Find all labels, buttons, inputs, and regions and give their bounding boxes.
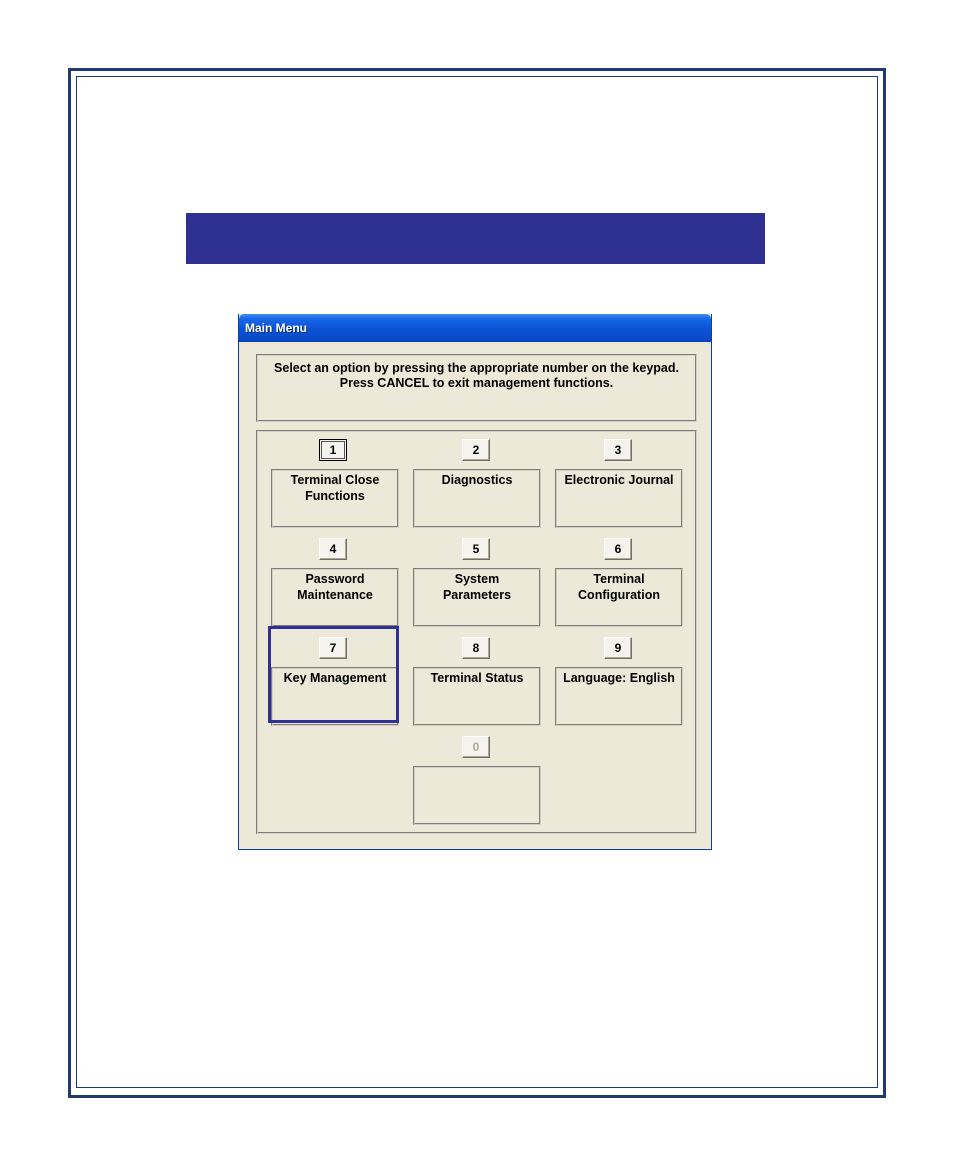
option-terminal-configuration[interactable] xyxy=(555,568,683,627)
option-label-line: Language: English xyxy=(563,671,675,685)
option-label-line: Terminal Status xyxy=(430,671,524,685)
option-label-line: Terminal Close xyxy=(290,473,380,487)
key-4-button[interactable]: 4 xyxy=(319,538,347,560)
key-9-button[interactable]: 9 xyxy=(604,637,632,659)
option-language[interactable] xyxy=(555,667,683,726)
option-system-parameters[interactable] xyxy=(413,568,541,627)
main-menu-dialog xyxy=(238,314,712,850)
option-label-line: Configuration xyxy=(578,588,660,602)
option-terminal-close-functions[interactable] xyxy=(271,469,399,528)
option-label-line: Electronic Journal xyxy=(564,473,674,487)
option-label-line: Maintenance xyxy=(297,588,373,602)
option-label-line: Terminal xyxy=(593,572,645,586)
dialog-titlebar[interactable] xyxy=(239,314,711,342)
option-electronic-journal[interactable] xyxy=(555,469,683,528)
instructions-box xyxy=(256,354,697,422)
option-diagnostics[interactable] xyxy=(413,469,541,528)
key-management-highlight xyxy=(268,626,399,723)
instruction-line-2: Press CANCEL to exit management functions. xyxy=(339,376,614,390)
key-8-button[interactable]: 8 xyxy=(462,637,490,659)
option-label-line: Key Management xyxy=(283,671,387,685)
key-0-button[interactable]: 0 xyxy=(462,736,490,758)
option-password-maintenance[interactable] xyxy=(271,568,399,627)
option-terminal-status[interactable] xyxy=(413,667,541,726)
option-label-line: Diagnostics xyxy=(441,473,513,487)
dialog-title: Main Menu xyxy=(245,321,307,335)
key-1-button[interactable]: 1 xyxy=(319,439,347,461)
option-label-line: System xyxy=(454,572,500,586)
key-7-button[interactable]: 7 xyxy=(319,637,347,659)
key-2-button[interactable]: 2 xyxy=(462,439,490,461)
key-5-button[interactable]: 5 xyxy=(462,538,490,560)
title-band xyxy=(186,213,765,264)
option-label-line: Functions xyxy=(305,489,365,503)
key-3-button[interactable]: 3 xyxy=(604,439,632,461)
option-empty xyxy=(413,766,541,825)
key-6-button[interactable]: 6 xyxy=(604,538,632,560)
option-label-line: Parameters xyxy=(442,588,512,602)
option-label-line: Password xyxy=(305,572,365,586)
instruction-line-1: Select an option by pressing the appropriate number on the keypad. xyxy=(274,361,679,375)
